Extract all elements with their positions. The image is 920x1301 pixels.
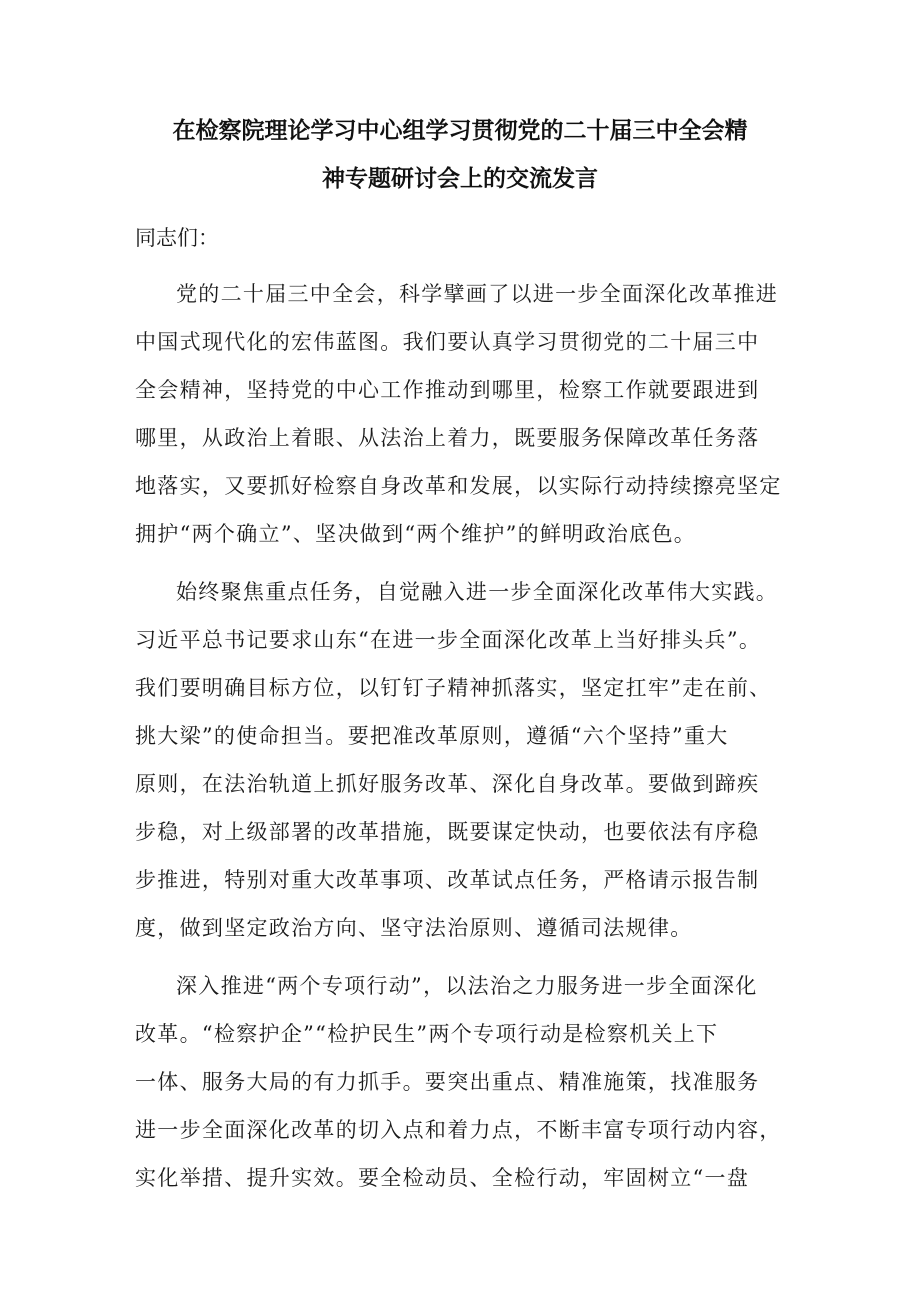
paragraph-line: 中国式现代化的宏伟蓝图。我们要认真学习贯彻党的二十届三中 — [135, 330, 760, 354]
paragraph-line: 拥护“两个确立”、坚决做到“两个维护”的鲜明政治底色。 — [135, 522, 697, 546]
paragraph-line: 步稳，对上级部署的改革措施，既要谋定快动，也要依法有序稳 — [135, 820, 760, 844]
paragraph-line: 挑大梁”的使命担当。要把准改革原则，遵循“六个坚持”重大 — [135, 724, 729, 748]
paragraph-line: 进一步全面深化改革的切入点和着力点，不断丰富专项行动内容， — [135, 1118, 782, 1142]
document-title-line-1: 在检察院理论学习中心组学习贯彻党的二十届三中全会精 — [172, 118, 748, 144]
paragraph-line: 我们要明确目标方位，以钉钉子精神抓落实，坚定扛牢”走在前、 — [135, 676, 772, 700]
paragraph-line: 改革。“检察护企”“检护民生”两个专项行动是检察机关上下 — [135, 1022, 719, 1046]
paragraph-line: 党的二十届三中全会，科学擘画了以进一步全面深化改革推进 — [176, 282, 779, 306]
document-title-line-2: 神专题研讨会上的交流发言 — [322, 166, 598, 192]
paragraph-line: 度，做到坚定政治方向、坚守法治原则、遵循司法规律。 — [135, 916, 693, 940]
paragraph-line: 步推进，特别对重大改革事项、改革试点任务，严格请示报告制 — [135, 868, 760, 892]
paragraph-line: 始终聚焦重点任务，自觉融入进一步全面深化改革伟大实践。 — [176, 580, 779, 604]
paragraph-line: 深入推进“两个专项行动”，以法治之力服务进一步全面深化 — [176, 974, 758, 998]
paragraph-line: 实化举措、提升实效。要全检动员、全检行动，牢固树立“一盘 — [135, 1166, 750, 1190]
paragraph-line: 原则，在法治轨道上抓好服务改革、深化自身改革。要做到蹄疾 — [135, 772, 760, 796]
paragraph-line: 哪里，从政治上着眼、从法治上着力，既要服务保障改革任务落 — [135, 426, 760, 450]
paragraph-line: 地落实，又要抓好检察自身改革和发展，以实际行动持续擦亮坚定 — [135, 474, 782, 498]
salutation: 同志们： — [135, 226, 219, 250]
paragraph-line: 习近平总书记要求山东“在进一步全面深化改革上当好排头兵”。 — [135, 628, 762, 652]
paragraph-line: 一体、服务大局的有力抓手。要突出重点、精准施策，找准服务 — [135, 1070, 760, 1094]
paragraph-line: 全会精神，坚持党的中心工作推动到哪里，检察工作就要跟进到 — [135, 378, 760, 402]
